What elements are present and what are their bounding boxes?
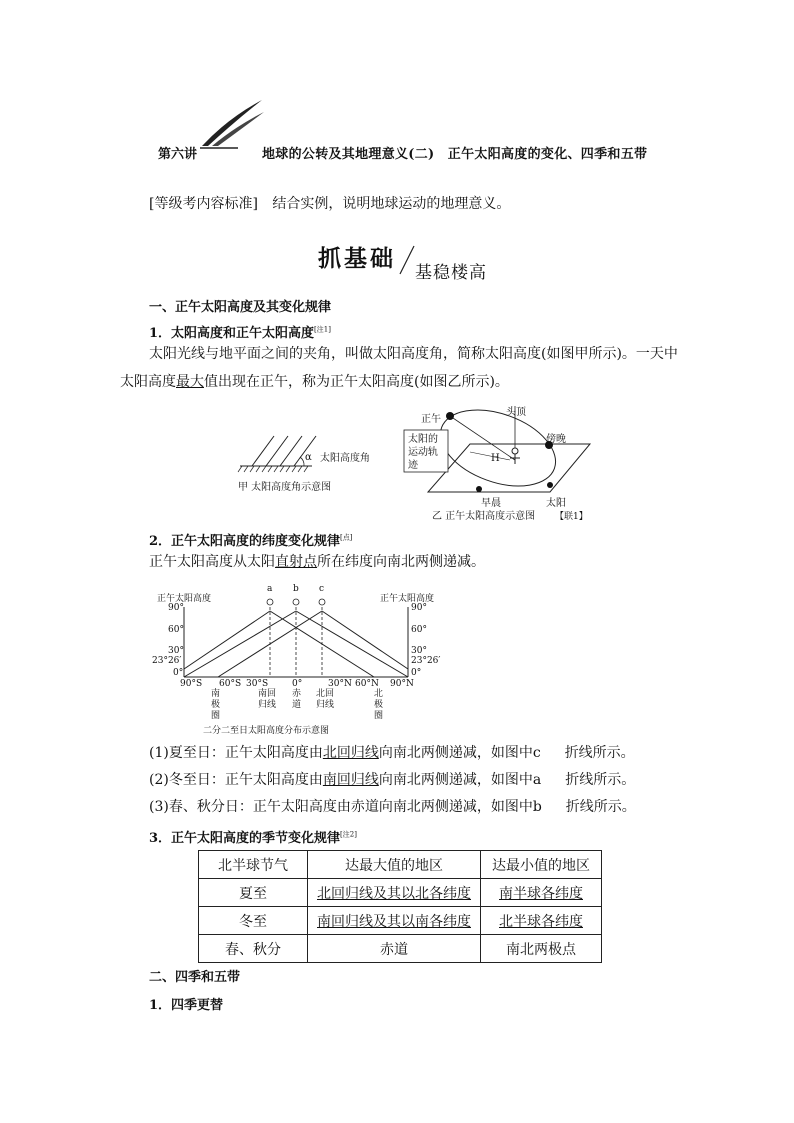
- sub1-title: 1．太阳高度和正午太阳高度[注1]: [149, 325, 331, 341]
- section2-sub1: 1．四季更替: [149, 998, 224, 1013]
- chart-ylabel-left: 正午太阳高度: [157, 594, 212, 604]
- chart-ytick-right: 23°26′: [411, 656, 441, 666]
- table-cell: 北回归线及其以北各纬度: [308, 879, 481, 907]
- sub1-para2: 太阳高度最大值出现在正午，称为正午太阳高度(如图乙所示)。: [120, 374, 509, 390]
- sub1-para1: 太阳光线与地平面之间的夹角，叫做太阳高度角，简称太阳高度(如图甲所示)。一天中: [149, 346, 678, 362]
- chart-ytick-left: 0°: [173, 668, 184, 678]
- table-cell: 赤道: [308, 935, 481, 963]
- fig-yi-noon: 正午: [421, 414, 441, 425]
- chart-ytick-left: 30°: [168, 646, 184, 656]
- list-item: (1)夏至日：正午太阳高度由北回归线向南北两侧递减，如图中c 折线所示。: [149, 745, 635, 761]
- fig-yi-sun: 太阳: [546, 498, 566, 509]
- chart-mark-tropic-capricorn: 南回 归线: [258, 689, 277, 710]
- table-row: [199, 907, 602, 935]
- banner-slash: [398, 244, 416, 276]
- chart-sun-label: a: [267, 584, 273, 594]
- standard-text: 结合实例，说明地球运动的地理意义。: [272, 196, 511, 212]
- list-item: (2)冬至日：正午太阳高度由南回归线向南北两侧递减，如图中a 折线所示。: [149, 772, 636, 788]
- fig-yi-h: H: [491, 453, 500, 464]
- table-row: [199, 935, 602, 963]
- fig-jia-angle-label: 太阳高度角: [320, 453, 370, 464]
- fig-yi-zenith: 头顶: [506, 407, 526, 418]
- chart-xtick: 30°S: [246, 679, 269, 689]
- table-cell: 冬至: [199, 907, 308, 935]
- header-swoosh-logo: [198, 98, 268, 150]
- fig-yi-tag: 【联1】: [555, 512, 588, 522]
- chart-caption: 二分二至日太阳高度分布示意图: [203, 726, 330, 736]
- list-item: (3)春、秋分日：正午太阳高度由赤道向南北两侧递减，如图中b 折线所示。: [149, 799, 636, 815]
- fig-jia-caption: 甲 太阳高度角示意图: [238, 482, 332, 493]
- section2-title: 二、四季和五带: [149, 970, 241, 985]
- chart-mark-arctic-circle: 北 极 圈: [374, 689, 384, 721]
- fig-jia-angle-symbol: α: [305, 452, 312, 463]
- chart-xtick: 90°N: [390, 679, 414, 689]
- latitude-chart: [150, 585, 450, 735]
- chart-ytick-left: 23°26′: [152, 656, 182, 666]
- chart-mark-antarctic-circle: 南 极 圈: [211, 689, 221, 721]
- chart-xtick: 60°S: [219, 679, 242, 689]
- sub3-title: 3．正午太阳高度的季节变化规律[注2]: [149, 830, 357, 846]
- chart-ylabel-right: 正午太阳高度: [380, 594, 435, 604]
- fig-yi-caption: 乙 正午太阳高度示意图: [432, 511, 536, 522]
- table-header: 北半球节气: [199, 851, 308, 879]
- section1-title: 一、正午太阳高度及其变化规律: [149, 300, 332, 315]
- banner-main: 抓基础: [318, 245, 396, 272]
- content-standard: [149, 193, 510, 213]
- table-cell: 南回归线及其以南各纬度: [308, 907, 481, 935]
- fig-yi-dawn: 早晨: [481, 498, 501, 509]
- table-row: [199, 879, 602, 907]
- table-header-row: [199, 851, 602, 879]
- chart-xtick: 60°N: [355, 679, 379, 689]
- chart-xtick: 90°S: [180, 679, 203, 689]
- standard-label: [等级考内容标准]: [149, 196, 258, 212]
- table-cell: 夏至: [199, 879, 308, 907]
- table-cell: 南半球各纬度: [481, 879, 602, 907]
- table-header: 达最大值的地区: [308, 851, 481, 879]
- chart-sun-label: b: [293, 584, 299, 594]
- banner-sub: 基稳楼高: [415, 263, 487, 283]
- table-header: 达最小值的地区: [481, 851, 602, 879]
- chart-ytick-right: 30°: [411, 646, 427, 656]
- table-cell: 春、秋分: [199, 935, 308, 963]
- fig-yi-dusk: 傍晚: [546, 434, 566, 445]
- season-table: [198, 850, 602, 963]
- lesson-number: 第六讲: [158, 147, 198, 162]
- table-cell: 北半球各纬度: [481, 907, 602, 935]
- chart-ytick-left: 60°: [168, 625, 184, 635]
- chart-ytick-right: 90°: [411, 603, 427, 613]
- chart-ytick-right: 0°: [411, 668, 422, 678]
- chart-mark-equator: 赤 道: [292, 689, 302, 710]
- chart-mark-tropic-cancer: 北回 归线: [316, 689, 335, 710]
- chart-sun-label: c: [319, 584, 325, 594]
- sub2-title: 2．正午太阳高度的纬度变化规律[点]: [149, 533, 353, 549]
- chart-ytick-left: 90°: [168, 603, 184, 613]
- chart-ytick-right: 60°: [411, 625, 427, 635]
- lesson-title: 地球的公转及其地理意义(二) 正午太阳高度的变化、四季和五带: [262, 147, 648, 162]
- chart-xtick: 0°: [292, 679, 303, 689]
- table-cell: 南北两极点: [481, 935, 602, 963]
- chart-xtick: 30°N: [328, 679, 352, 689]
- fig-yi-track-label: 太阳的 运动轨 迹: [408, 434, 438, 471]
- sub2-para: 正午太阳高度从太阳直射点所在纬度向南北两侧递减。: [149, 554, 485, 570]
